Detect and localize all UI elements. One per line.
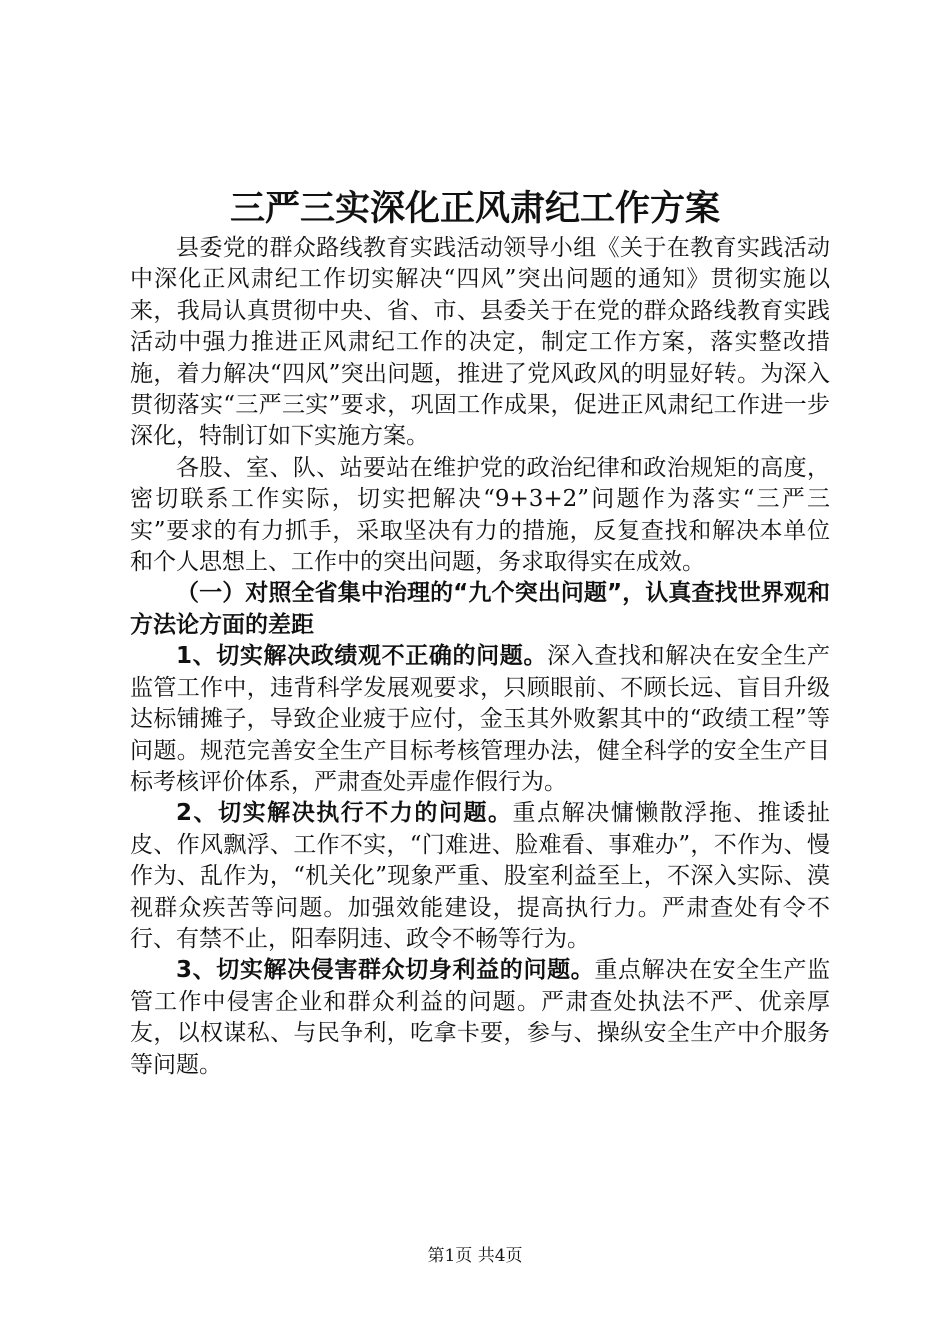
item-lead: 1、切实解决政绩观不正确的问题。 xyxy=(176,643,548,670)
paragraph-text: 各股、室、队、站要站在维护党的政治纪律和政治规矩的高度，密切联系工作实际，切实把解决“9+3+2”问题作为落实“三严三实”要求的有力抓手，采取坚决有力的措施，反复查找和解决本单位和个人思想上、工作中的突出问题，务求取得实在成效。 xyxy=(130,454,830,576)
item-text: 重点解决在安全生产监管工作中侵害企业和群众利益的问题。严肃查处执法不严、优亲厚友，以权谋私、与民争利，吃拿卡要，参与、操纵安全生产中介服务等问题。 xyxy=(130,957,830,1078)
item-text: 深入查找和解决在安全生产监管工作中，违背科学发展观要求，只顾眼前、不顾长远、盲目升级达标铺摊子，导致企业疲于应付，金玉其外败絮其中的“政绩工程”等问题。规范完善安全生产目标考核管理办法，健全科学的安全生产目标考核评价体系，严肃查处弄虚作假行为。 xyxy=(130,643,830,795)
document-body xyxy=(130,233,830,1081)
paragraph-text: 县委党的群众路线教育实践活动领导小组《关于在教育实践活动中深化正风肃纪工作切实解决“四风”突出问题的通知》贯彻实施以来，我局认真贯彻中央、省、市、县委关于在党的群众路线教育实践活动中强力推进正风肃纪工作的决定，制定工作方案，落实整改措施，着力解决“四风”突出问题，推进了党风政风的明显好转。为深入贯彻落实“三严三实”要求，巩固工作成果，促进正风肃纪工作进一步深化，特制订如下实施方案。 xyxy=(130,235,830,450)
requirement-paragraph xyxy=(130,453,830,579)
item-lead: 3、切实解决侵害群众切身利益的问题。 xyxy=(176,957,595,984)
section-heading: （一）对照全省集中治理的“九个突出问题”，认真查找世界观和方法论方面的差距 xyxy=(130,580,830,638)
list-item xyxy=(130,798,830,955)
intro-paragraph xyxy=(130,233,830,453)
list-item xyxy=(130,641,830,798)
item-text: 重点解决慵懒散浮拖、推诿扯皮、作风飘浮、工作不实，“门难进、脸难看、事难办”，不作为、慢作为、乱作为，“机关化”现象严重、股室利益至上，不深入实际、漠视群众疾苦等问题。加强效能建设，提高执行力。严肃查处有令不行、有禁不止，阳奉阴违、政令不畅等行为。 xyxy=(130,800,831,952)
item-lead: 2、切实解决执行不力的问题。 xyxy=(176,800,513,827)
document-title: 三严三实深化正风肃纪工作方案 xyxy=(229,188,720,229)
list-item xyxy=(130,955,830,1081)
page-footer: 第1页 共4页 xyxy=(427,1246,523,1266)
